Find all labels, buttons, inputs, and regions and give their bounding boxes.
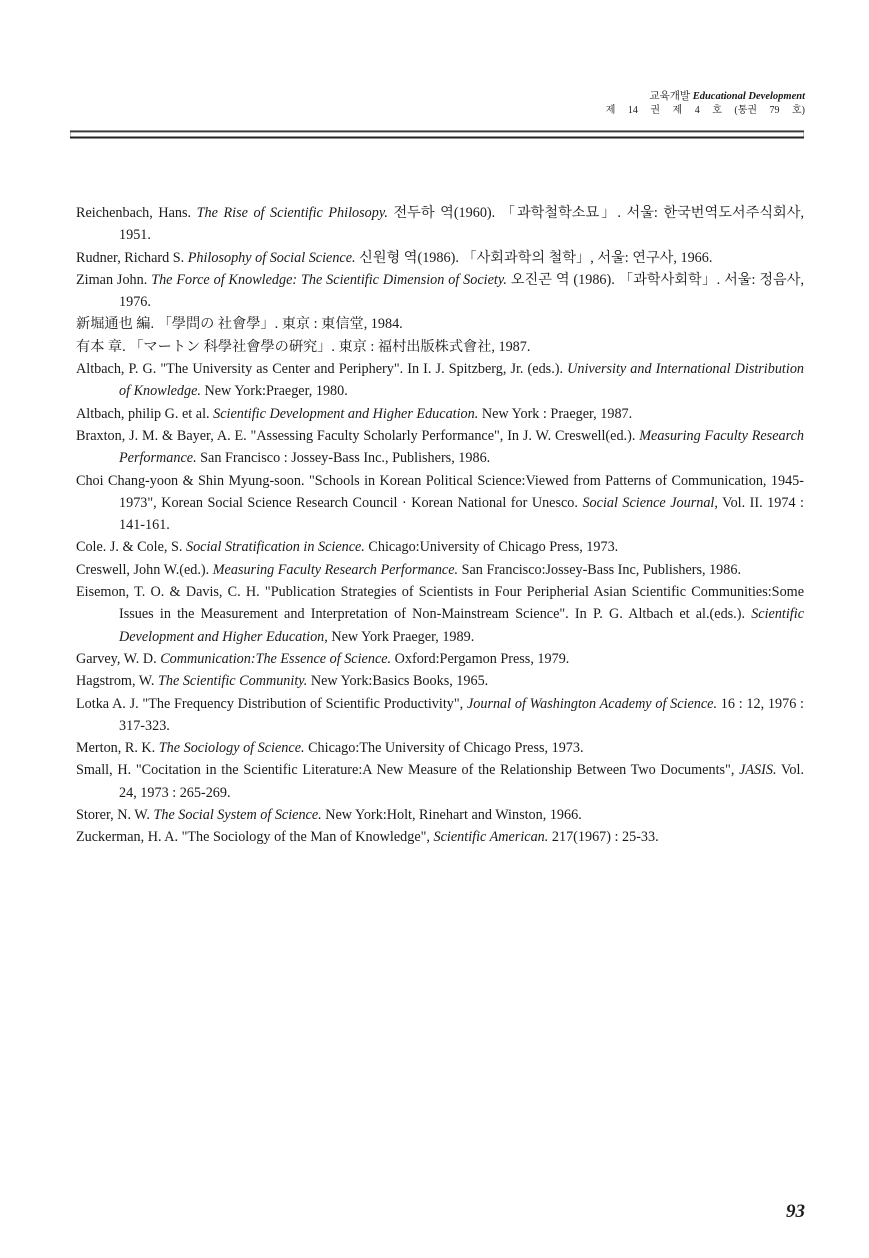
reference-entry [76, 313, 804, 335]
reference-text: Reichenbach, Hans. [76, 205, 197, 221]
total-issue-label: (통권 79 호) [734, 105, 805, 116]
reference-text: Creswell, John W.(ed.). [76, 561, 213, 578]
reference-entry [76, 336, 804, 358]
reference-text: New York:Holt, Rinehart and Winston, 1966. [321, 807, 582, 824]
reference-entry [76, 826, 804, 848]
reference-entry [76, 670, 804, 692]
reference-title: University and International Distribution of Knowledge. [119, 361, 805, 400]
reference-title: Philosophy of Social Science. [187, 249, 356, 266]
reference-text: Oxford:Pergamon Press, 1979. [391, 650, 570, 667]
reference-text: Vol. II. 1974 : 141-161. [119, 494, 804, 534]
reference-title: The Force of Knowledge: The Scientific Dimension of Society. [151, 271, 507, 288]
reference-title: The Rise of Scientific Philosopy. [196, 205, 388, 221]
reference-text: Choi Chang-yoon & Shin Myung-soon. "Schools in Korean Political Science:Viewed from Patterns of Communication, 1945-1973", Korean Social Science Research Council · Korean National for Unesco. [76, 472, 804, 511]
reference-title: The Sociology of Science. [158, 740, 305, 757]
reference-text: Altbach, philip G. et al. [76, 405, 214, 422]
reference-title: JASIS. [739, 762, 777, 779]
reference-text: Zuckerman, H. A. "The Sociology of the Man of Knowledge", [76, 829, 434, 846]
reference-text: Cole. J. & Cole, S. [76, 539, 186, 556]
reference-text: San Francisco:Jossey-Bass Inc, Publishers, 1986. [458, 561, 742, 578]
reference-title: Social Science Journal, [582, 494, 718, 511]
reference-entry [76, 536, 804, 558]
reference-text: Garvey, W. D. [76, 650, 161, 667]
reference-text: Braxton, J. M. & Bayer, A. E. "Assessing Faculty Scholarly Performance", In J. W. Creswell(ed.). [76, 427, 640, 444]
header-rule [70, 130, 804, 139]
reference-text: Chicago:The University of Chicago Press, 1973. [304, 740, 584, 757]
reference-entry [76, 470, 804, 537]
reference-title: Journal of Washington Academy of Science. [466, 695, 718, 712]
reference-entry [76, 269, 804, 314]
reference-entry [76, 559, 804, 581]
reference-text: Rudner, Richard S. [76, 249, 188, 266]
reference-entry [76, 581, 804, 648]
reference-text: Ziman John. [76, 271, 152, 288]
reference-title: Scientific American. [433, 829, 549, 846]
reference-list [76, 202, 804, 849]
journal-title-ko: 교육개발 [649, 91, 691, 102]
reference-entry [76, 804, 804, 826]
reference-entry [76, 247, 804, 269]
running-header [560, 90, 805, 117]
reference-title: Measuring Faculty Research Performance. [119, 427, 804, 467]
volume-label: 제 14 권 [605, 105, 661, 116]
issue-info [560, 104, 805, 117]
reference-text: 신원형 역(1986). 「사회과학의 철학」, 서울: 연구사, 1966. [355, 249, 713, 266]
journal-title-en: Educational Development [692, 91, 805, 102]
reference-title: Scientific Development and Higher Education, [119, 606, 804, 645]
page-number: 93 [786, 1201, 805, 1222]
reference-text: Lotka A. J. "The Frequency Distribution of Scientific Productivity", [76, 695, 467, 712]
reference-entry [76, 693, 804, 738]
reference-text: 전두하 역(1960). 「과학철학소묘」. 서울: 한국번역도서주식회사, 1951. [119, 205, 804, 244]
reference-entry [76, 648, 804, 670]
reference-title: Social Stratification in Science. [185, 539, 365, 556]
reference-text: New York : Praeger, 1987. [478, 405, 633, 422]
reference-text: New York:Basics Books, 1965. [307, 673, 489, 690]
reference-text: Small, H. "Cocitation in the Scientific Literature:A New Measure of the Relationship Between Two Documents", [76, 762, 740, 779]
reference-entry [76, 759, 804, 804]
reference-text: San Francisco : Jossey-Bass Inc., Publishers, 1986. [196, 450, 491, 467]
reference-title: The Social System of Science. [153, 807, 322, 824]
reference-title: Measuring Faculty Research Performance. [212, 561, 459, 578]
reference-text: 오진곤 역 (1986). 「과학사회학」. 서울: 정음사, 1976. [119, 271, 805, 311]
issue-label: 제 4 호 [672, 105, 722, 116]
reference-text: Storer, N. W. [76, 807, 154, 824]
reference-text: Altbach, P. G. "The University as Center and Periphery". In I. J. Spitzberg, Jr. (eds.). [76, 361, 568, 378]
reference-entry [76, 425, 804, 470]
journal-title [560, 90, 805, 104]
reference-text: 有本 章. 「マートン 科學社會學の硏究」. 東京 : 福村出版株式會社, 1987. [76, 338, 531, 355]
reference-entry [76, 737, 804, 759]
reference-title: The Scientific Community. [157, 673, 308, 690]
reference-title: Scientific Development and Higher Education. [213, 405, 479, 422]
reference-entry [76, 403, 804, 425]
reference-text: 新堀通也 編. 「學問の 社會學」. 東京 : 東信堂, 1984. [76, 316, 403, 333]
reference-text: Chicago:University of Chicago Press, 1973. [364, 539, 619, 556]
reference-text: Eisemon, T. O. & Davis, C. H. "Publication Strategies of Scientists in Four Peripherial Asian Scientific Communities:Some Issues in the Measurement and Interpretation of Non-Mainstream Science". In P. G. Altbach et al.(eds.). [76, 584, 804, 623]
reference-text: Merton, R. K. [76, 740, 159, 757]
reference-entry [76, 202, 804, 247]
reference-entry [76, 358, 804, 403]
reference-title: Communication:The Essence of Science. [160, 650, 392, 667]
reference-text: New York:Praeger, 1980. [200, 383, 348, 400]
reference-text: 217(1967) : 25-33. [548, 829, 659, 846]
reference-text: New York Praeger, 1989. [327, 628, 475, 645]
reference-text: Hagstrom, W. [76, 673, 158, 690]
reference-text: Vol. 24, 1973 : 265-269. [119, 762, 804, 801]
reference-text: 16 : 12, 1976 : 317-323. [119, 695, 804, 734]
